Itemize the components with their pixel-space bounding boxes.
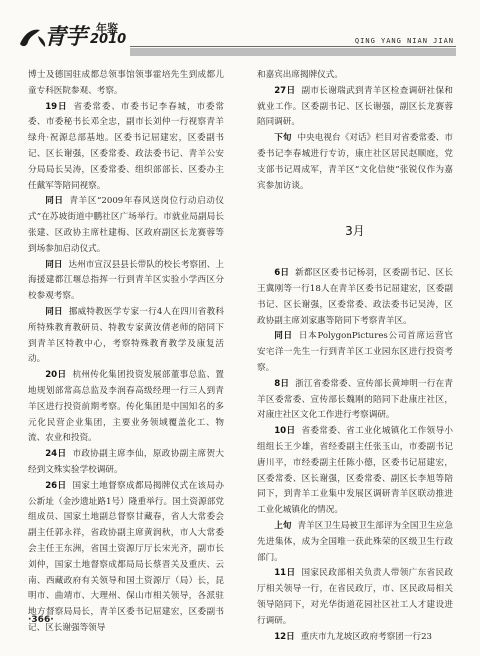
right-column-bottom xyxy=(257,266,453,645)
chronicle-entry xyxy=(257,266,453,329)
entry-text: 挪威特教医学专家一行4人在四川省教科所特殊教育教研员、特教专家黄汝倩老师的陪同下到青羊区特教中心，考察特殊教育教学及康复活动。 xyxy=(28,306,224,365)
entry-text: 新都区区委书记杨羽，区委副书记、区长王冀刚等一行18人在青羊区委书记屈建宏，区委副书记、区长谢强，区委常委、政法委书记吴涛，区政协副主席刘家惠等陪同下考察青羊区。 xyxy=(257,268,453,326)
entry-date: 同日 xyxy=(274,331,293,342)
entry-date: 同日 xyxy=(45,306,63,317)
logo-script-text: 青芋 xyxy=(44,24,87,50)
right-column xyxy=(257,68,453,645)
month-heading: 3月 xyxy=(345,224,365,239)
yearbook-logo xyxy=(22,20,132,54)
header-bar xyxy=(130,48,456,56)
logo-nianjian: 年鉴 xyxy=(96,22,118,35)
chronicle-entry xyxy=(28,305,224,368)
chronicle-entry xyxy=(257,329,453,376)
chronicle-entry xyxy=(257,630,453,646)
page-number: ·366· xyxy=(28,615,54,625)
chronicle-entry xyxy=(257,131,453,194)
page-header xyxy=(0,0,480,62)
entry-date: 20日 xyxy=(45,370,67,381)
entry-date: 19日 xyxy=(45,101,68,112)
chronicle-entry xyxy=(28,447,224,479)
chronicle-entry xyxy=(28,68,224,100)
chronicle-entry xyxy=(28,194,224,257)
chronicle-entry xyxy=(28,258,224,305)
entry-text: 市政协副主席李仙，原政协副主席贺大经到文殊实验学校调研。 xyxy=(28,449,224,475)
entry-date: 26日 xyxy=(45,480,67,491)
entry-text: 青羊区“2009年春风送岗位行动启动仪式”在苏坡街道中鹏社区广场举行。市就业局副局长张建、区政协主席杜建梅、区政府副区长龙赛蓉等到场参加启动仪式。 xyxy=(28,196,224,254)
chronicle-entry xyxy=(257,68,453,84)
entry-text: 中央电视台《对话》栏目对省委常委、市委书记李春城进行专访，康庄社区居民赵顺庭，党支部书记周成军，青羊区“文化信使”张锐仪作为嘉宾参加访谈。 xyxy=(257,133,453,191)
logo-year: 2010 xyxy=(90,32,127,47)
entry-date: 24日 xyxy=(45,449,67,460)
entry-date: 8日 xyxy=(274,378,290,389)
entry-date: 11日 xyxy=(274,568,296,579)
chronicle-entry xyxy=(28,368,224,447)
entry-date: 27日 xyxy=(274,85,296,96)
entry-text: 和嘉宾出席揭牌仪式。 xyxy=(257,70,343,80)
entry-date: 同日 xyxy=(45,259,63,270)
entry-text: 省委常委、省工业化城镇化工作领导小组组长王少雄，省经委副主任张玉山，市委副书记唐川平，市经委副主任陈小德，区委书记屈建宏，区委常委、区长谢强，区委常委、副区长李旭等陪同下，到青羊工业集中发展区调研青羊区联动推进工业化城镇化的情况。 xyxy=(257,426,453,516)
left-column xyxy=(28,68,224,637)
entry-text: 重庆市九龙坡区政府考察团一行23 xyxy=(300,631,432,642)
entry-date: 上旬 xyxy=(274,520,292,531)
entry-text: 日本PolygonPictures公司首席运营官安宅洋一先生一行到青羊区工业园东区进行投资考察。 xyxy=(257,331,453,373)
entry-date: 10日 xyxy=(274,426,296,437)
entry-text: 国家土地督察成都局揭牌仪式在该局办公新址（金沙遗址路1号）隆重举行。国土资源部党组成员、国家土地副总督察甘藏春，省人大常委会副主任郭永祥，省政协副主席黄润秋，市人大常委会主任王东洲，省国土资源厅厅长宋光齐，副市长刘仲，国家土地督察成都局局长蔡晋关及重庆、云南、西藏政府有关领导和国土资源厅（局）长，昆明市、曲靖市、大理州、保山市相关领导，各派驻地方督察局局长，青羊区委书记屈建宏，区委副书记、区长谢强等领导 xyxy=(28,480,224,633)
entry-date: 6日 xyxy=(274,268,290,279)
entry-text: 博士及德国驻成都总领事馆领事霍培先生到成都儿童专科医院参观、考察。 xyxy=(28,70,224,96)
entry-date: 同日 xyxy=(45,196,64,207)
chronicle-entry xyxy=(257,377,453,424)
chronicle-entry xyxy=(257,84,453,131)
chronicle-entry xyxy=(257,519,453,566)
chronicle-entry xyxy=(28,100,224,195)
entry-text: 达州市宣汉县县长带队的校长考察团、上海援建都江堰总指挥一行到青羊区实验小学西区分校参观考察。 xyxy=(28,259,224,302)
entry-text: 杭州传化集团投资发展部董事总监、置地规划部常高总监及李润春高级经理一行三人到青羊区进行投资前期考察。传化集团是中国知名的多元化民营企业集团，主要业务领域覆盖化工、物流、农业和投资。 xyxy=(28,370,224,444)
right-column-top xyxy=(257,68,453,194)
running-title: QING YANG NIAN JIAN xyxy=(354,37,454,45)
entry-text: 副市长谢瑞武到青羊区检查调研社保和就业工作。区委副书记、区长谢强，副区长龙赛蓉陪同调研。 xyxy=(257,85,453,128)
entry-text: 国家民政部相关负责人带领广东省民政厅相关领导一行，在省民政厅，市、区民政局相关领导陪同下，对光华街道花园社区社工人才建设进行调研。 xyxy=(257,568,453,626)
chronicle-entry xyxy=(257,424,453,519)
entry-text: 浙江省委常委、宣传部长黄坤明一行在青羊区委常委、宣传部长魏刚的陪同下赴康庄社区，对康庄社区文化工作进行考察调研。 xyxy=(257,378,453,421)
header-rule xyxy=(130,46,456,47)
entry-date: 下旬 xyxy=(274,133,292,144)
chronicle-entry xyxy=(28,479,224,637)
entry-date: 12日 xyxy=(274,631,295,642)
entry-text: 青羊区卫生局被卫生部评为全国卫生应急先进集体，成为全国唯一获此殊荣的区级卫生行政部门。 xyxy=(257,520,453,563)
chronicle-entry xyxy=(257,566,453,629)
entry-text: 省委常委、市委书记李春城，市委常委、市委秘书长邓全忠，副市长刘仲一行视察青羊绿舟·祝源总部基地。区委书记屈建宏，区委副书记、区长谢强，区委常委、政法委书记、青羊公安分局局长吴涛，区委常委、组织部部长、区委办主任戴军等陪同视察。 xyxy=(28,101,224,191)
